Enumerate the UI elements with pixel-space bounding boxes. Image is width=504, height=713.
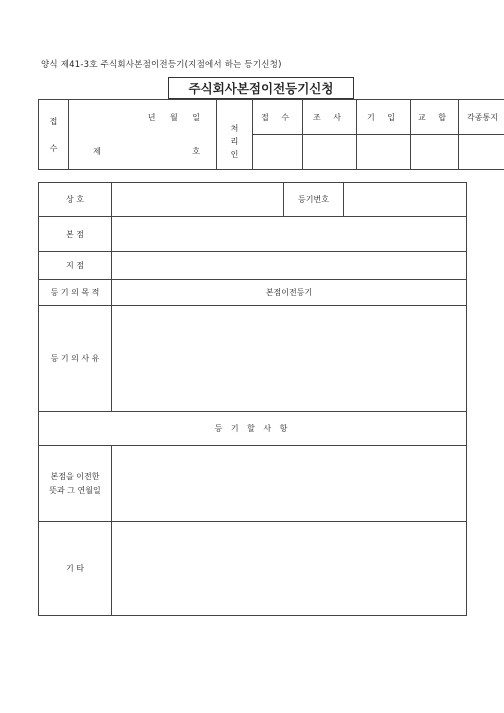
purpose-label: 등 기 의 목 적 — [39, 280, 112, 306]
move-label-line1: 본점을 이전한 — [50, 471, 100, 481]
receipt-su: 수 — [49, 143, 58, 153]
jijeom-field[interactable] — [112, 252, 467, 280]
processor-label — [217, 100, 253, 170]
sangho-label: 상 호 — [39, 183, 112, 217]
bonjeom-field[interactable] — [112, 217, 467, 252]
form-number-label: 양식 제41-3호 주식회사본점이전등기(지점에서 하는 등기신청) — [41, 60, 282, 70]
receipt-date-label: 년 월 일 — [147, 112, 206, 122]
processor-text: 처 리 인 — [230, 123, 239, 159]
josa-sign-cell[interactable] — [303, 135, 357, 170]
reason-label: 등 기 의 사 유 — [39, 306, 112, 412]
receipt-jeop: 접 — [49, 116, 58, 126]
move-label-line2: 뜻과 그 연월일 — [49, 485, 101, 495]
jijeom-label: 지 점 — [39, 252, 112, 280]
purpose-value: 본점이전등기 — [112, 280, 467, 306]
move-field[interactable] — [112, 446, 467, 522]
receipt-date-cell — [69, 100, 217, 135]
sangho-field[interactable] — [112, 183, 284, 217]
giip-sign-cell[interactable] — [357, 135, 411, 170]
col-giip: 기 입 — [357, 100, 411, 135]
reason-field[interactable] — [112, 306, 467, 412]
col-josa: 조 사 — [303, 100, 357, 135]
col-gyohap: 교 합 — [411, 100, 459, 135]
application-table — [38, 182, 467, 616]
page-title: 주식회사본점이전등기신청 — [168, 77, 354, 99]
receipt-section-label — [39, 100, 69, 170]
reg-no-label: 등기번호 — [284, 183, 344, 217]
reg-no-field[interactable] — [344, 183, 467, 217]
col-jeopsu: 접 수 — [253, 100, 303, 135]
receipt-number-cell — [69, 135, 217, 170]
etc-label: 기 타 — [39, 522, 112, 616]
receipt-table — [38, 99, 504, 170]
jeopsu-sign-cell[interactable] — [253, 135, 303, 170]
etc-field[interactable] — [112, 522, 467, 616]
col-notices: 각종통지 — [459, 100, 504, 135]
bonjeom-label: 본 점 — [39, 217, 112, 252]
move-label — [39, 446, 112, 522]
notices-sign-cell[interactable] — [459, 135, 504, 170]
matters-header: 등 기 할 사 항 — [39, 412, 467, 446]
receipt-je: 제 — [93, 147, 101, 157]
receipt-ho: 호 — [192, 147, 200, 157]
gyohap-sign-cell[interactable] — [411, 135, 459, 170]
